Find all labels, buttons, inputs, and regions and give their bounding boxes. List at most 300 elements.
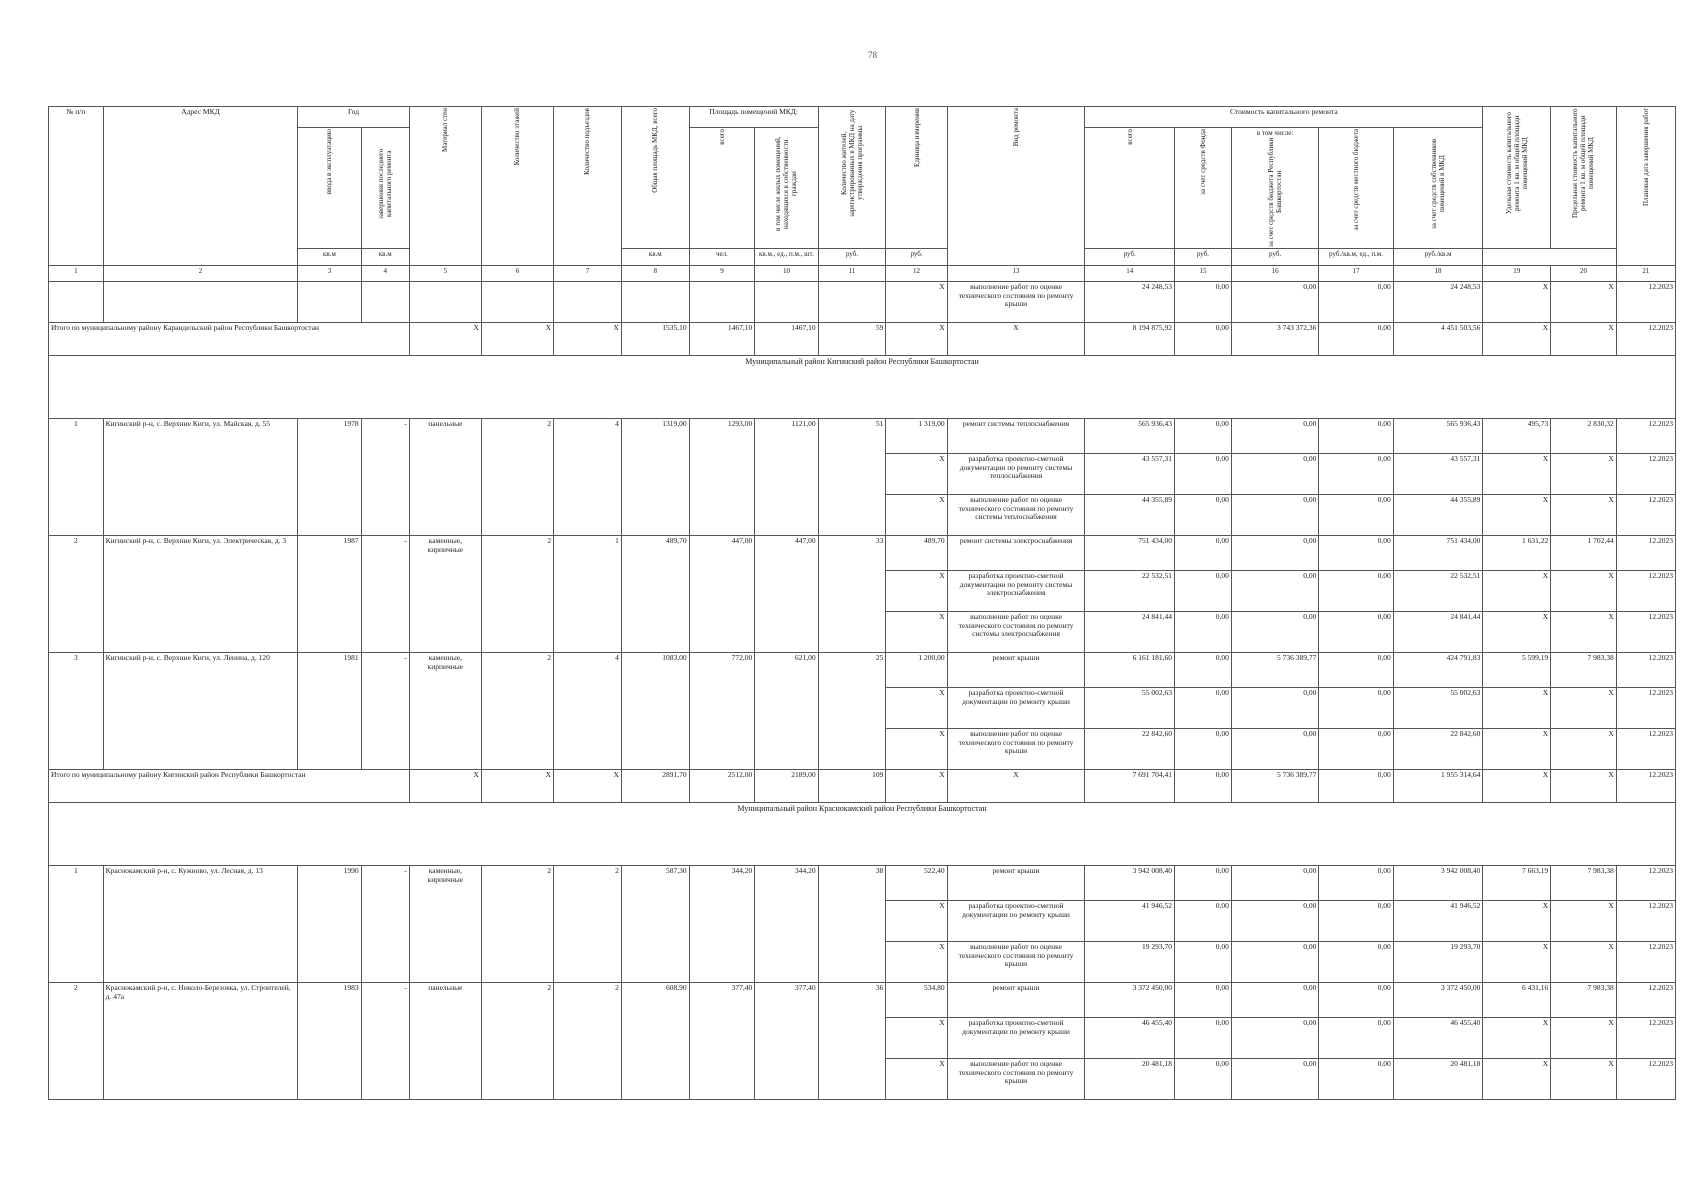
table-cell: X [886,901,947,942]
table-cell: кв.м [361,249,409,266]
table-cell: X [1483,571,1551,612]
table-cell: X [1483,282,1551,323]
table-cell [103,282,298,323]
table-cell: X [1551,770,1617,803]
hdr-specific-cost [1483,107,1551,249]
table-cell: каменные, кирпичные [409,653,481,770]
table-cell: - [361,983,409,1100]
section-header-kiginsky [49,356,1676,419]
table-cell: X [886,571,947,612]
table-cell: 447,00 [755,536,818,653]
table-cell: 0,00 [1175,282,1232,323]
table-cell [49,282,104,323]
table-cell: 15 [1175,266,1232,282]
hdr-total-area [621,107,689,249]
hdr-num: № п/п [49,107,104,266]
table-cell: 522,40 [886,866,947,901]
table-cell: X [1551,454,1617,495]
table-cell: 7 663,19 [1483,866,1551,901]
table-cell: 43 557,31 [1393,454,1483,495]
table-cell: X [886,323,947,356]
table-cell: 0,00 [1319,419,1393,454]
table-cell: 0,00 [1231,282,1318,323]
hdr-limit-cost [1551,107,1617,249]
table-cell: 12.2023 [1616,282,1675,323]
table-row [49,282,1676,323]
table-cell: 0,00 [1319,1059,1393,1100]
table-cell: 33 [818,536,886,653]
table-cell: 2512,00 [689,770,755,803]
table-cell: 424 791,83 [1393,653,1483,688]
table-cell: X [1483,901,1551,942]
table-cell: 3 942 008,40 [1393,866,1483,901]
table-cell: X [1483,1059,1551,1100]
hdr-cost-rb: в том числе: за счет средств бюджета Республики Башкортостан [1231,128,1318,249]
table-cell: 3 [49,653,104,770]
table-cell: - [361,653,409,770]
table-cell: 3 942 008,40 [1085,866,1175,901]
table-cell: 2 [554,983,622,1100]
table-cell: руб. [886,249,947,266]
table-cell: 7 983,38 [1551,983,1617,1018]
table-cell: 0,00 [1319,901,1393,942]
table-cell: 3 743 372,36 [1231,323,1318,356]
table-cell: X [1551,688,1617,729]
table-cell: 2891,70 [621,770,689,803]
table-cell: - [361,866,409,983]
table-cell: 2 [481,536,553,653]
table-cell: X [481,770,553,803]
table-cell: 4 [554,653,622,770]
table-cell [298,282,361,323]
table-cell: 2 [481,983,553,1100]
table-cell: 1293,00 [689,419,755,536]
table-row [49,983,1676,1018]
table-cell: 12.2023 [1616,688,1675,729]
table-cell: ремонт крыши [947,653,1085,688]
table-cell: 24 841,44 [1393,612,1483,653]
table-cell: 12.2023 [1616,454,1675,495]
table-cell: 1978 [298,419,361,536]
table-cell: 2 [49,983,104,1100]
table-cell: X [409,323,481,356]
capital-repair-table [48,106,1676,1100]
table-cell: 0,00 [1319,866,1393,901]
table-cell: Итого по муниципальному району Караидельский район Республики Башкортостан [49,323,410,356]
table-cell: 1 955 314,64 [1393,770,1483,803]
table-cell: X [1551,323,1617,356]
table-cell: 13 [947,266,1085,282]
table-cell: 1121,00 [755,419,818,536]
table-cell: 12.2023 [1616,323,1675,356]
hdr-repair-type [947,107,1085,266]
table-cell: 10 [755,266,818,282]
table-cell: 0,00 [1231,866,1318,901]
table-body [49,282,1676,1100]
table-cell: X [886,942,947,983]
table-cell: 0,00 [1231,901,1318,942]
header-text: Плановая дата завершения работ [1641,108,1650,207]
table-cell: 772,00 [689,653,755,770]
table-cell [361,282,409,323]
table-cell: 0,00 [1175,901,1232,942]
table-cell: 7 691 704,41 [1085,770,1175,803]
table-cell: 344,20 [689,866,755,983]
table-cell: 751 434,00 [1393,536,1483,571]
table-cell: 2 [481,419,553,536]
table-cell: 12 [886,266,947,282]
table-cell: 6 161 181,60 [1085,653,1175,688]
table-cell: 0,00 [1319,495,1393,536]
table-cell: X [1483,612,1551,653]
table-cell: 36 [818,983,886,1100]
table-cell: X [886,454,947,495]
table-cell: 41 946,52 [1085,901,1175,942]
table-cell: 12.2023 [1616,942,1675,983]
table-cell: 6 431,16 [1483,983,1551,1018]
table-cell: разработка проектно-сметной документации по ремонту крыши [947,901,1085,942]
header-text: Общая площадь МКД, всего [651,108,660,193]
hdr-cost-owners [1393,128,1483,249]
table-cell: 9 [689,266,755,282]
table-cell: X [886,688,947,729]
table-cell: 1083,00 [621,653,689,770]
header-text: за счет средств собственников помещений в МКД [1430,138,1447,230]
table-cell: X [886,1059,947,1100]
table-cell: разработка проектно-сметной документации по ремонту системы теплоснабжения [947,454,1085,495]
table-cell: каменные, кирпичные [409,536,481,653]
table-cell: 1 [49,266,104,282]
table-cell: выполнение работ по оценке технического состояния по ремонту системы теплоснабжения [947,495,1085,536]
table-cell: 0,00 [1319,612,1393,653]
hdr-residents [818,107,886,249]
table-cell: 17 [1319,266,1393,282]
table-cell: 1987 [298,536,361,653]
table-cell: 0,00 [1231,729,1318,770]
table-cell: 0,00 [1175,866,1232,901]
table-cell: 2 [481,653,553,770]
table-cell: 51 [818,419,886,536]
table-cell: 16 [1231,266,1318,282]
table-cell: 0,00 [1231,571,1318,612]
table-cell: 0,00 [1319,653,1393,688]
table-cell: 22 842,60 [1393,729,1483,770]
table-cell: 6 [481,266,553,282]
hdr-wall [409,107,481,266]
table-cell: кв.м [298,249,361,266]
table-cell: 2 [49,536,104,653]
table-cell: 377,40 [755,983,818,1100]
table-cell: ремонт системы теплоснабжения [947,419,1085,454]
table-cell: выполнение работ по оценке технического состояния по ремонту крыши [947,942,1085,983]
table-cell: 0,00 [1231,942,1318,983]
table-cell: 0,00 [1175,536,1232,571]
table-cell: X [1483,454,1551,495]
table-cell: 1 200,00 [886,653,947,688]
table-cell: 4 451 503,56 [1393,323,1483,356]
table-cell: руб./кв.м, ед., п.м. [1319,249,1393,266]
hdr-cost-group: Стоимость капитального ремонта [1085,107,1483,128]
header-text: Количество жителей, зарегистрированных в МКД на дату утверждения программы [839,109,865,217]
table-cell: 0,00 [1231,983,1318,1018]
table-cell: 12.2023 [1616,729,1675,770]
header-text: Количество подъездов [583,108,592,175]
table-cell: 2 830,32 [1551,419,1617,454]
section-header-krasnokamsky [49,803,1676,866]
hdr-address: Адрес МКД [103,107,298,266]
table-cell: панельные [409,419,481,536]
table-cell: 12.2023 [1616,419,1675,454]
table-cell: 55 002,63 [1393,688,1483,729]
table-cell: выполнение работ по оценке технического состояния по ремонту крыши [947,729,1085,770]
table-cell: 46 455,40 [1085,1018,1175,1059]
header-text: за счет средств местного бюджета [1351,129,1360,231]
table-cell: 41 946,52 [1393,901,1483,942]
table-cell: 1 [49,866,104,983]
table-cell: 565 936,43 [1085,419,1175,454]
table-cell: 344,20 [755,866,818,983]
table-cell: 447,00 [689,536,755,653]
table-cell: 12.2023 [1616,770,1675,803]
table-cell: 20 481,18 [1085,1059,1175,1100]
table-cell: X [1551,1059,1617,1100]
table-cell: ремонт системы электроснабжения [947,536,1085,571]
table-cell: X [886,282,947,323]
hdr-area-all [689,128,755,249]
table-cell: 19 [1483,266,1551,282]
table-cell: 8 [621,266,689,282]
table-cell: 0,00 [1175,419,1232,454]
table-cell: 0,00 [1175,1059,1232,1100]
header-text: ввода в эксплуатацию [325,129,334,195]
table-cell: руб. [1231,249,1318,266]
table-cell: 0,00 [1319,942,1393,983]
hdr-cost-total [1085,128,1175,249]
table-cell: 0,00 [1231,1018,1318,1059]
table-cell: 0,00 [1319,729,1393,770]
table-cell: 2189,00 [755,770,818,803]
table-cell: 0,00 [1231,419,1318,454]
table-cell: 1990 [298,866,361,983]
table-cell: 0,00 [1319,688,1393,729]
table-cell: руб. [818,249,886,266]
table-cell: 489,70 [621,536,689,653]
table-cell: 44 355,89 [1085,495,1175,536]
header-text: за счет средств Фонда [1198,129,1207,195]
table-cell: 1983 [298,983,361,1100]
table-cell: 12.2023 [1616,1059,1675,1100]
table-cell: 21 [1616,266,1675,282]
table-cell: 608,90 [621,983,689,1100]
table-cell: Кигинский р-н, с. Верхние Киги, ул. Ленина, д. 120 [103,653,298,770]
table-cell: руб. [1175,249,1232,266]
table-cell: 12.2023 [1616,571,1675,612]
table-cell: Муниципальный район Кигинский район Республики Башкортостан [49,356,1676,419]
table-cell: 22 842,60 [1085,729,1175,770]
header-text: Количество этажей [513,108,522,166]
header-text: всего [1125,129,1134,145]
table-cell: X [886,770,947,803]
table-cell: 0,00 [1175,1018,1232,1059]
table-cell: руб. [1085,249,1175,266]
table-cell: 20 481,18 [1393,1059,1483,1100]
table-header [49,107,1676,282]
table-cell: 3 [298,266,361,282]
table-cell: X [481,323,553,356]
table-cell: X [886,612,947,653]
table-cell: выполнение работ по оценке технического состояния по ремонту системы электроснабжения [947,612,1085,653]
table-cell: кв.м [621,249,689,266]
table-cell: 24 841,44 [1085,612,1175,653]
table-cell: чел. [689,249,755,266]
table-cell: 5 736 389,77 [1231,770,1318,803]
table-cell: Кигинский р-н, с. Верхние Киги, ул. Майская, д. 55 [103,419,298,536]
table-cell: 0,00 [1175,454,1232,495]
table-cell: 489,70 [886,536,947,571]
hdr-area-group: Площадь помещений МКД: [689,107,818,128]
table-cell: 7 983,38 [1551,653,1617,688]
table-cell [481,282,553,323]
table-cell [554,282,622,323]
table-cell: 1467,10 [755,323,818,356]
table-cell: руб./кв.м [1393,249,1483,266]
table-cell: 22 532,51 [1085,571,1175,612]
table-cell: 18 [1393,266,1483,282]
table-cell: 1 319,00 [886,419,947,454]
table-cell: 1535,10 [621,323,689,356]
table-cell: X [1551,495,1617,536]
table-cell: 24 248,53 [1393,282,1483,323]
table-cell: 5 [409,266,481,282]
table-row [49,419,1676,454]
table-cell: 0,00 [1231,454,1318,495]
column-numbers-row [49,266,1676,282]
table-cell: ремонт крыши [947,983,1085,1018]
table-row [49,866,1676,901]
table-cell: 534,80 [886,983,947,1018]
table-cell: 4 [554,419,622,536]
page-number: 78 [868,50,877,60]
hdr-cost-local [1319,128,1393,249]
table-cell: 22 532,51 [1393,571,1483,612]
table-cell: 0,00 [1231,1059,1318,1100]
table-cell: X [886,1018,947,1059]
table-cell: 565 936,43 [1393,419,1483,454]
table-cell: X [1483,688,1551,729]
header-text: Удельная стоимость капитального ремонта 1 кв. м общей площади помещений МКД [1504,112,1529,214]
table-row [49,653,1676,688]
table-cell: 0,00 [1319,983,1393,1018]
table-cell: X [1551,282,1617,323]
table-cell: 0,00 [1231,495,1318,536]
table-cell: 11 [818,266,886,282]
table-cell: Кигинский р-н, с. Верхние Киги, ул. Электрическая, д. 3 [103,536,298,653]
table-cell: 1 702,44 [1551,536,1617,571]
table-cell: 621,00 [755,653,818,770]
header-text: в том числе жилых помещений, находящихся в собственности граждан [774,136,799,232]
header-text: за счет средств бюджета Республики Башкортостан [1267,137,1284,247]
table-cell: 2 [481,866,553,983]
table-cell: X [409,770,481,803]
table-cell: 109 [818,770,886,803]
table-cell: 19 293,70 [1085,942,1175,983]
table-cell: X [886,729,947,770]
table-cell: 0,00 [1175,983,1232,1018]
table-cell: 0,00 [1231,688,1318,729]
table-cell: X [1483,495,1551,536]
table-cell: 0,00 [1175,495,1232,536]
table-cell: 3 372 450,00 [1085,983,1175,1018]
table-cell: X [1551,612,1617,653]
table-cell: 5 599,19 [1483,653,1551,688]
table-cell: 12.2023 [1616,901,1675,942]
table-cell: 12.2023 [1616,1018,1675,1059]
table-cell: 7 [554,266,622,282]
table-cell: 12.2023 [1616,612,1675,653]
table-cell: X [1483,770,1551,803]
table-cell: 3 372 450,00 [1393,983,1483,1018]
table-cell: 14 [1085,266,1175,282]
table-cell: ремонт крыши [947,866,1085,901]
table-cell: 751 434,00 [1085,536,1175,571]
table-cell: 25 [818,653,886,770]
hdr-last-repair [361,128,409,249]
table-cell: 5 736 389,77 [1231,653,1318,688]
table-cell: X [1483,942,1551,983]
hdr-commissioning [298,128,361,249]
table-cell: 0,00 [1319,323,1393,356]
table-cell [689,282,755,323]
table-cell: 4 [361,266,409,282]
table-cell: 1 631,22 [1483,536,1551,571]
hdr-unit [886,107,947,249]
table-cell: Муниципальный район Краснокамский район Республики Башкортостан [49,803,1676,866]
table-cell: X [947,770,1085,803]
table-cell: выполнение работ по оценке технического состояния по ремонту крыши [947,1059,1085,1100]
table-cell: 1467,10 [689,323,755,356]
header-text: Предельная стоимость капитального ремонта 1 кв. м общей площади помещений МКД [1571,108,1596,218]
hdr-entrances [554,107,622,266]
table-cell: 8 194 875,92 [1085,323,1175,356]
table-cell: каменные, кирпичные [409,866,481,983]
table-cell: 377,40 [689,983,755,1100]
table-cell: 20 [1551,266,1617,282]
table-cell: X [1551,942,1617,983]
table-cell [621,282,689,323]
table-cell: X [1551,1018,1617,1059]
table-cell: - [361,419,409,536]
table-cell: X [1551,729,1617,770]
header-text: Единица измерения [912,108,921,167]
table-cell: 12.2023 [1616,866,1675,901]
table-cell: 12.2023 [1616,653,1675,688]
table-cell: 12.2023 [1616,536,1675,571]
table-cell: Краснокамский р-н, с. Николо-Березовка, ул. Строителей, д. 47а [103,983,298,1100]
table-row [49,536,1676,571]
table-cell: 0,00 [1175,770,1232,803]
table-cell: 38 [818,866,886,983]
hdr-floors [481,107,553,266]
table-cell: 1319,00 [621,419,689,536]
table-cell: X [1483,1018,1551,1059]
table-cell [409,282,481,323]
table-cell: X [554,770,622,803]
table-cell: разработка проектно-сметной документации по ремонту крыши [947,1018,1085,1059]
table-cell: X [554,323,622,356]
table-cell: разработка проектно-сметной документации по ремонту крыши [947,688,1085,729]
total-row-kiginsky [49,770,1676,803]
table-cell: 0,00 [1175,323,1232,356]
